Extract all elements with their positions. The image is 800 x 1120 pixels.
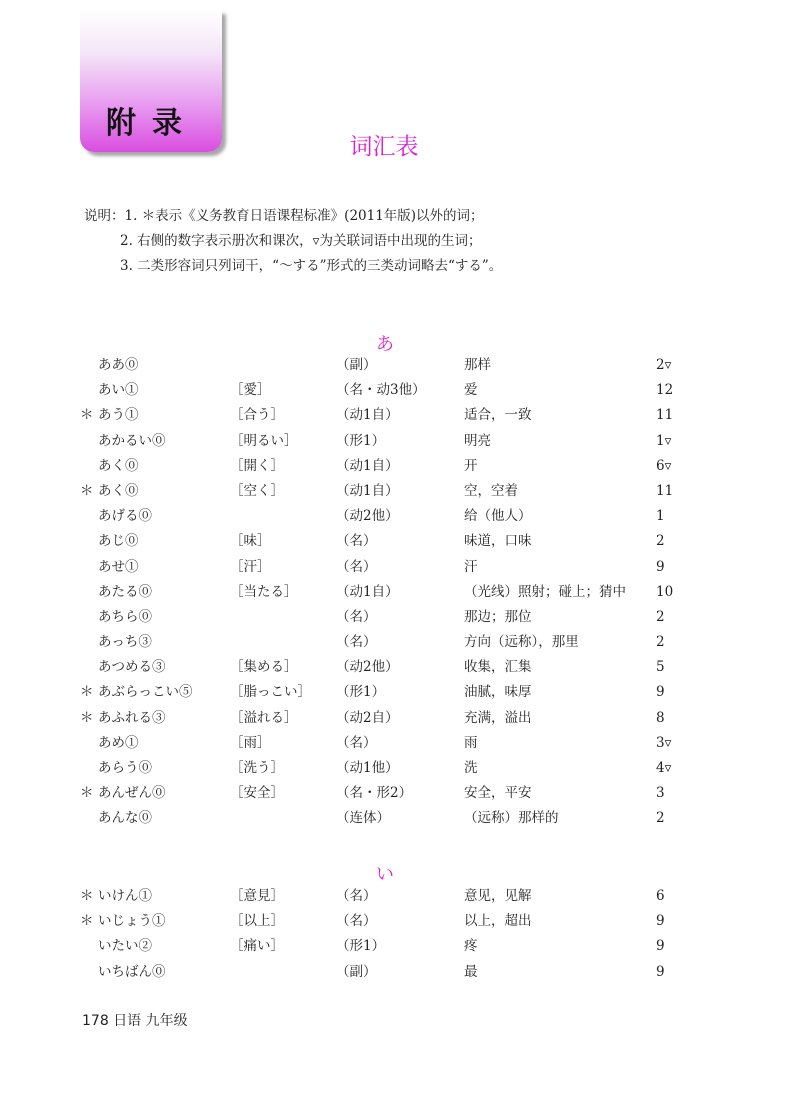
entry-kanji: ［以上］ (230, 913, 284, 930)
entry-part-of-speech: （名） (336, 913, 377, 930)
entry-part-of-speech: （名） (336, 634, 377, 651)
entry-reading: いたい② (98, 938, 152, 955)
entry-part-of-speech: （副） (336, 963, 377, 980)
entry-lesson-number: 11 (656, 482, 674, 499)
vocab-row (0, 706, 800, 731)
entry-lesson-number: 9 (656, 558, 665, 575)
page-title (0, 128, 800, 161)
new-word-marker: ＊ (80, 407, 94, 424)
vocab-row (0, 884, 800, 909)
vocab-row (0, 781, 800, 806)
new-word-marker: ＊ (80, 785, 94, 802)
vocab-row (0, 378, 800, 403)
entry-kanji: ［当たる］ (230, 583, 298, 600)
entry-lesson-number: 2 (656, 634, 665, 651)
vocab-row (0, 756, 800, 781)
page-title-text: 词汇表 (349, 134, 419, 160)
entry-reading: いけん① (98, 888, 152, 904)
entry-part-of-speech: （动1自） (336, 407, 399, 424)
entry-lesson-number: 2 (656, 533, 665, 550)
vocab-row (0, 806, 800, 831)
vocab-row (0, 630, 800, 655)
new-word-marker: ＊ (80, 684, 94, 701)
entry-part-of-speech: （名・形2） (336, 785, 413, 802)
entry-reading: あちら⓪ (98, 608, 152, 625)
entry-part-of-speech: （形1） (336, 432, 386, 449)
entry-meaning: 安全，平安 (464, 785, 532, 802)
entry-kanji: ［集める］ (230, 659, 298, 676)
entry-kanji: ［安全］ (230, 785, 284, 802)
entry-reading: あらう⓪ (98, 760, 152, 776)
vocab-row (0, 731, 800, 756)
entry-lesson-number: 4▿ (656, 760, 672, 776)
page-number: 178 (82, 1013, 109, 1029)
vocab-row (0, 680, 800, 705)
vocab-row (0, 454, 800, 479)
entry-kanji: ［雨］ (230, 734, 271, 751)
entry-part-of-speech: （名） (336, 533, 377, 550)
entry-part-of-speech: （形1） (336, 938, 386, 955)
new-word-marker: ＊ (80, 482, 94, 499)
entry-part-of-speech: （名） (336, 608, 377, 625)
entry-lesson-number: 3 (656, 785, 665, 802)
entry-meaning: （光线）照射；碰上；猜中 (464, 583, 626, 600)
entry-part-of-speech: （动2自） (336, 709, 399, 726)
vocab-row (0, 504, 800, 529)
new-word-marker: ＊ (80, 709, 94, 726)
entry-kanji: ［意見］ (230, 888, 284, 904)
entry-part-of-speech: （形1） (336, 684, 386, 701)
entry-part-of-speech: （副） (336, 357, 377, 373)
entry-part-of-speech: （名） (336, 734, 377, 751)
entry-part-of-speech: （动2他） (336, 508, 399, 525)
entry-lesson-number: 8 (656, 709, 665, 726)
entry-reading: いじょう① (98, 913, 166, 930)
entry-meaning: 明亮 (464, 432, 491, 449)
entry-reading: あたる⓪ (98, 583, 152, 600)
entry-part-of-speech: （动1自） (336, 457, 399, 474)
section-a-entries (0, 353, 800, 832)
entry-kanji: ［開く］ (230, 457, 284, 474)
entry-meaning: 方向（远称），那里 (464, 634, 579, 651)
entry-meaning: 那样 (464, 357, 491, 373)
entry-meaning: 开 (464, 457, 478, 474)
notes-block (84, 204, 502, 279)
entry-kanji: ［脂っこい］ (230, 684, 311, 701)
entry-meaning: （远称）那样的 (464, 810, 559, 827)
entry-meaning: 意见，见解 (464, 888, 532, 904)
entry-part-of-speech: （连体） (336, 810, 390, 827)
entry-part-of-speech: （名・动3他） (336, 382, 426, 399)
entry-meaning: 空，空着 (464, 482, 518, 499)
entry-part-of-speech: （动1自） (336, 482, 399, 499)
entry-part-of-speech: （名） (336, 558, 377, 575)
entry-kanji: ［明るい］ (230, 432, 298, 449)
entry-meaning: 汗 (464, 558, 478, 575)
entry-reading: いちばん⓪ (98, 963, 166, 980)
entry-lesson-number: 12 (656, 382, 674, 399)
entry-reading: あっち③ (98, 634, 152, 651)
entry-meaning: 疼 (464, 938, 478, 955)
entry-kanji: ［合う］ (230, 407, 284, 424)
vocab-row (0, 580, 800, 605)
entry-kanji: ［溢れる］ (230, 709, 298, 726)
entry-reading: あじ⓪ (98, 533, 139, 550)
entry-lesson-number: 9 (656, 913, 665, 930)
entry-kanji: ［空く］ (230, 482, 284, 499)
entry-kanji: ［愛］ (230, 382, 271, 399)
entry-reading: あせ① (98, 558, 139, 575)
vocab-row (0, 353, 800, 378)
entry-reading: あく⓪ (98, 482, 139, 499)
entry-meaning: 那边；那位 (464, 608, 532, 625)
entry-lesson-number: 10 (656, 583, 674, 600)
entry-reading: ああ⓪ (98, 357, 139, 373)
entry-meaning: 最 (464, 963, 478, 980)
entry-meaning: 油腻，味厚 (464, 684, 532, 701)
entry-reading: あげる⓪ (98, 508, 152, 525)
entry-part-of-speech: （动2他） (336, 659, 399, 676)
entry-lesson-number: 2 (656, 810, 665, 827)
entry-meaning: 味道，口味 (464, 533, 532, 550)
entry-meaning: 以上，超出 (464, 913, 532, 930)
appendix-tab-title: 附录 (106, 106, 198, 141)
vocab-row (0, 655, 800, 680)
entry-meaning: 洗 (464, 760, 478, 776)
entry-lesson-number: 1▿ (656, 432, 672, 449)
entry-kanji: ［痛い］ (230, 938, 284, 955)
entry-reading: あつめる③ (98, 659, 166, 676)
vocab-row (0, 479, 800, 504)
entry-meaning: 充满，溢出 (464, 709, 532, 726)
section-i-entries (0, 884, 800, 985)
page-footer (82, 1010, 188, 1030)
entry-lesson-number: 3▿ (656, 734, 672, 751)
entry-lesson-number: 6 (656, 888, 665, 904)
note-line-1: 说明：1. ＊表示《义务教育日语课程标准》(2011年版)以外的词； (84, 208, 484, 224)
entry-lesson-number: 9 (656, 963, 665, 980)
entry-reading: あぶらっこい⑤ (98, 684, 193, 701)
vocab-row (0, 403, 800, 428)
entry-lesson-number: 2▿ (656, 357, 672, 373)
entry-reading: あんぜん⓪ (98, 785, 166, 802)
vocab-row (0, 960, 800, 985)
note-line-2: 2. 右侧的数字表示册次和课次，▿为关联词语中出现的生词； (120, 233, 482, 249)
entry-lesson-number: 6▿ (656, 457, 672, 474)
entry-meaning: 适合，一致 (464, 407, 532, 424)
entry-reading: あめ① (98, 734, 139, 751)
entry-part-of-speech: （名） (336, 888, 377, 904)
entry-meaning: 收集，汇集 (464, 659, 532, 676)
section-heading-i: い (376, 864, 394, 885)
vocab-row (0, 909, 800, 934)
book-title: 日语 九年级 (113, 1013, 188, 1029)
entry-reading: あんな⓪ (98, 810, 152, 827)
entry-lesson-number: 2 (656, 608, 665, 625)
entry-lesson-number: 9 (656, 938, 665, 955)
note-line-3: 3. 二类形容词只列词干，“～する”形式的三类动词略去“する”。 (120, 258, 503, 274)
entry-part-of-speech: （动1自） (336, 583, 399, 600)
vocab-row (0, 429, 800, 454)
vocab-row (0, 555, 800, 580)
entry-meaning: 给（他人） (464, 508, 532, 525)
entry-reading: あかるい⓪ (98, 432, 166, 449)
new-word-marker: ＊ (80, 913, 94, 930)
entry-reading: あう① (98, 407, 139, 424)
entry-meaning: 爱 (464, 382, 478, 399)
section-heading-a: あ (376, 334, 394, 355)
vocab-row (0, 529, 800, 554)
entry-part-of-speech: （动1他） (336, 760, 399, 776)
entry-reading: あい① (98, 382, 139, 399)
entry-lesson-number: 11 (656, 407, 674, 424)
entry-lesson-number: 9 (656, 684, 665, 701)
entry-reading: あふれる③ (98, 709, 166, 726)
entry-lesson-number: 5 (656, 659, 665, 676)
entry-meaning: 雨 (464, 734, 478, 751)
vocab-row (0, 605, 800, 630)
entry-kanji: ［洗う］ (230, 760, 284, 776)
entry-kanji: ［汗］ (230, 558, 271, 575)
entry-kanji: ［味］ (230, 533, 271, 550)
vocab-row (0, 934, 800, 959)
entry-reading: あく⓪ (98, 457, 139, 474)
entry-lesson-number: 1 (656, 508, 665, 525)
new-word-marker: ＊ (80, 888, 94, 904)
